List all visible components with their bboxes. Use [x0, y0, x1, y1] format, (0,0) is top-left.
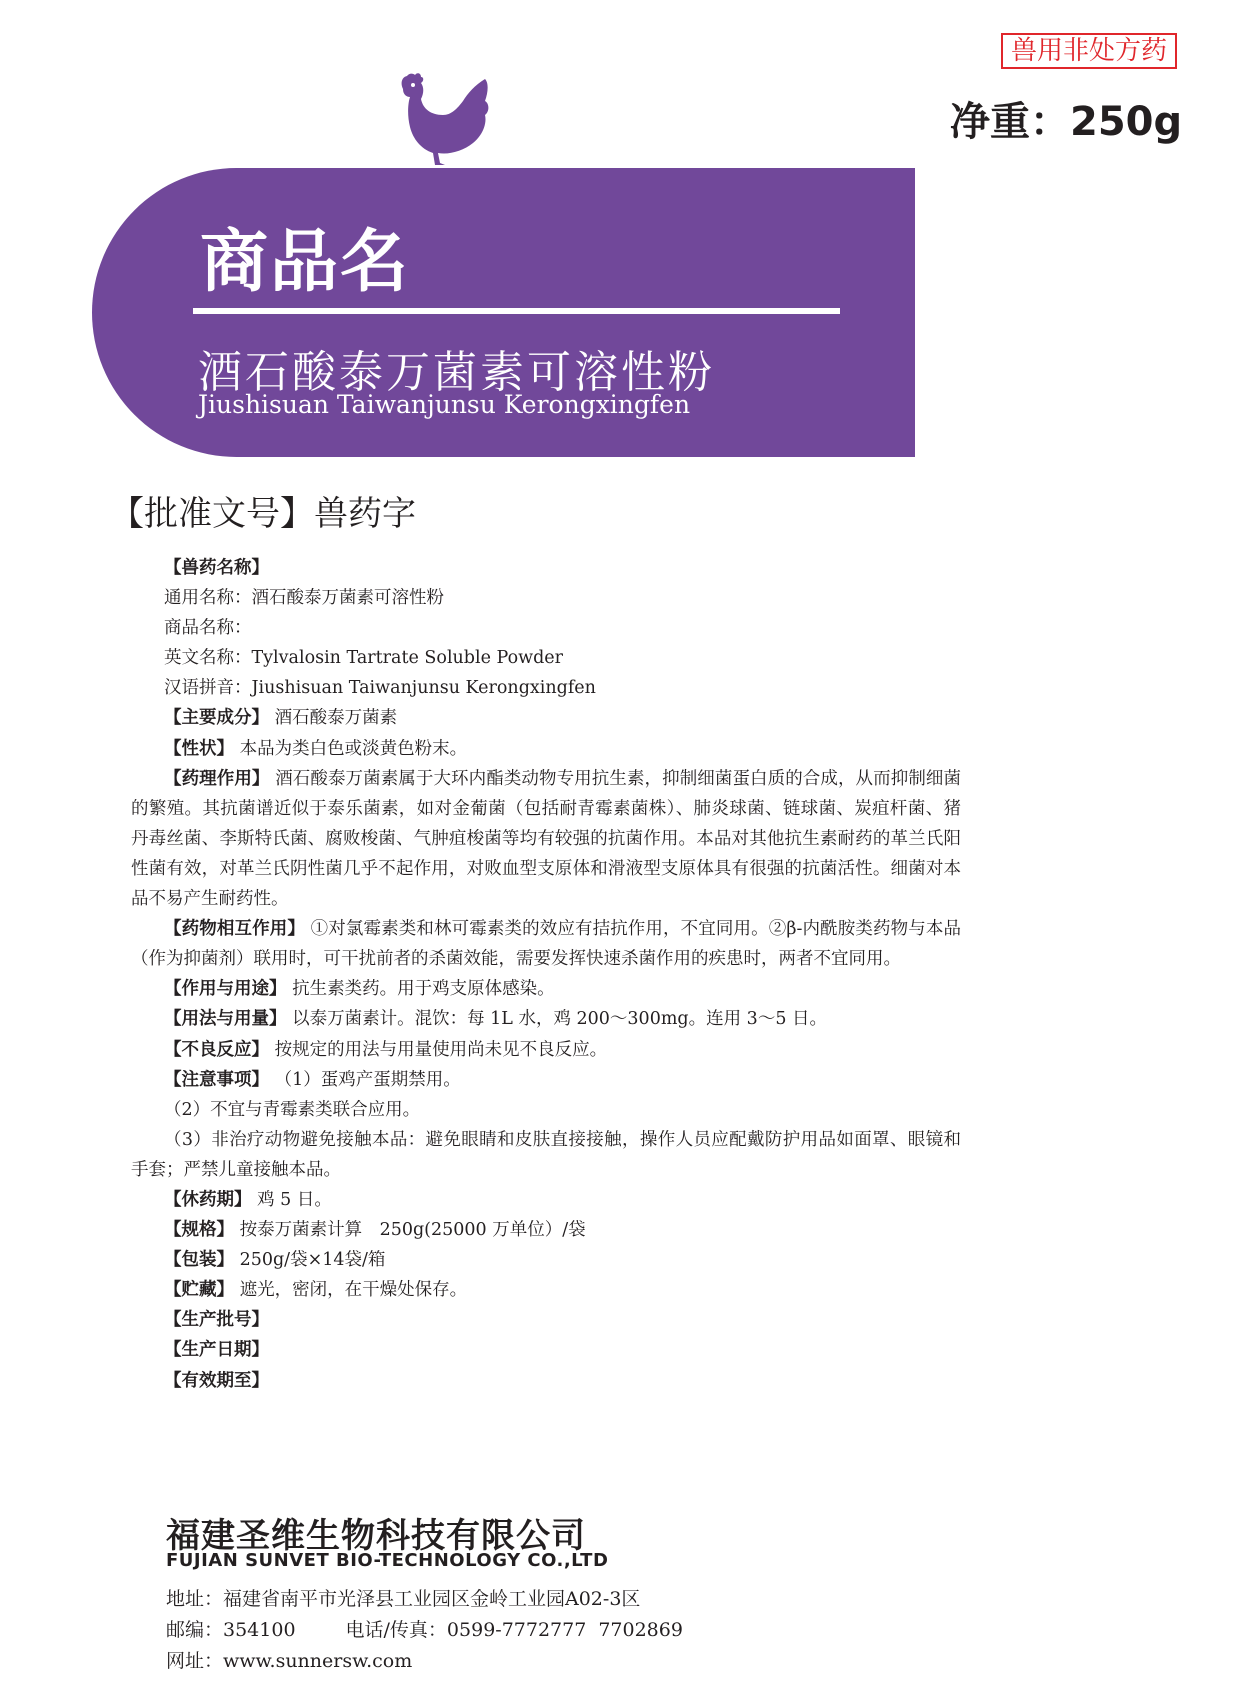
company-address: 地址：福建省南平市光泽县工业园区金岭工业园A02-3区	[166, 1588, 641, 1610]
dosage-section: 【用法与用量】 以泰万菌素计。混饮：每 1L 水，鸡 200～300mg。连用 3～5 日。	[164, 1009, 828, 1030]
company-postcode: 邮编：354100	[166, 1619, 296, 1641]
net-weight: 净重：250g	[950, 99, 1183, 145]
adverse-section: 【不良反应】 按规定的用法与用量使用尚未见不良反应。	[164, 1039, 608, 1060]
expiry-date: 【有效期至】	[164, 1370, 269, 1391]
company-website: 网址：www.sunnersw.com	[166, 1650, 413, 1672]
generic-name: 通用名称：酒石酸泰万菌素可溶性粉	[164, 588, 444, 609]
storage-section: 【贮藏】 遮光，密闭，在干燥处保存。	[164, 1280, 468, 1301]
production-date: 【生产日期】	[164, 1340, 269, 1361]
trade-name: 商品名称：	[164, 618, 252, 639]
pinyin-name: 汉语拼音：Jiushisuan Taiwanjunsu Kerongxingfen	[164, 678, 596, 699]
banner-divider	[193, 308, 840, 314]
company-name-en: FUJIAN SUNVET BIO-TECHNOLOGY CO.,LTD	[166, 1550, 609, 1571]
approval-number: 【批准文号】兽药字	[110, 494, 416, 534]
company-name-cn: 福建圣维生物科技有限公司	[166, 1516, 586, 1556]
brand-title: 商品名	[200, 223, 411, 302]
drug-name-heading: 【兽药名称】	[164, 558, 269, 578]
batch-number: 【生产批号】	[164, 1310, 269, 1331]
company-phone: 电话/传真：0599-7772777	[345, 1619, 587, 1641]
company-phone-line	[166, 1615, 683, 1646]
withdrawal-section: 【休药期】 鸡 5 日。	[164, 1189, 332, 1210]
company-contact	[166, 1584, 683, 1677]
packaging-section: 【包装】 250g/袋×14袋/箱	[164, 1250, 386, 1271]
precaution-item-3: （3）非治疗动物避免接触本品：避免眼睛和皮肤直接接触，操作人员应配戴防护用品如面罩、眼镜和手套；严禁儿童接触本品。	[131, 1129, 961, 1180]
product-name-pinyin: Jiushisuan Taiwanjunsu Kerongxingfen	[198, 390, 691, 419]
product-name-cn: 酒石酸泰万菌素可溶性粉	[198, 347, 715, 398]
interactions-section: 【药物相互作用】 ①对氯霉素类和林可霉素类的效应有拮抗作用，不宜同用。②β-内酰胺类药物与本品（作为抑菌剂）联用时，可干扰前者的杀菌效能，需要发挥快速杀菌作用的疾患时，两者不宜同用。	[131, 919, 961, 970]
indications-section: 【作用与用途】 抗生素类药。用于鸡支原体感染。	[164, 979, 555, 1000]
company-phone-2: 7702869	[598, 1619, 683, 1641]
ingredient-section: 【主要成分】 酒石酸泰万菌素	[164, 708, 398, 729]
english-name: 英文名称：Tylvalosin Tartrate Soluble Powder	[164, 648, 564, 669]
precautions-section: 【注意事项】 （1）蛋鸡产蛋期禁用。	[164, 1069, 461, 1090]
hen-icon	[393, 73, 493, 173]
otc-badge: 兽用非处方药	[1001, 33, 1177, 69]
instructions-body	[131, 553, 961, 1396]
specification-section: 【规格】 按泰万菌素计算 250g(25000 万单位）/袋	[164, 1220, 586, 1241]
precaution-item-2: （2）不宜与青霉素类联合应用。	[164, 1099, 421, 1120]
appearance-section: 【性状】 本品为类白色或淡黄色粉末。	[164, 738, 468, 759]
pharmacology-section: 【药理作用】 酒石酸泰万菌素属于大环内酯类动物专用抗生素，抑制细菌蛋白质的合成，从而抑制细菌的繁殖。其抗菌谱近似于泰乐菌素，如对金葡菌（包括耐青霉素菌株）、肺炎球菌、链球菌、炭疽杆菌、猪丹毒丝菌、李斯特氏菌、腐败梭菌、气肿疽梭菌等均有较强的抗菌作用。本品对其他抗生素耐药的革兰氏阳性菌有效，对革兰氏阴性菌几乎不起作用，对败血型支原体和滑液型支原体具有很强的抗菌活性。细菌对本品不易产生耐药性。	[131, 768, 961, 910]
